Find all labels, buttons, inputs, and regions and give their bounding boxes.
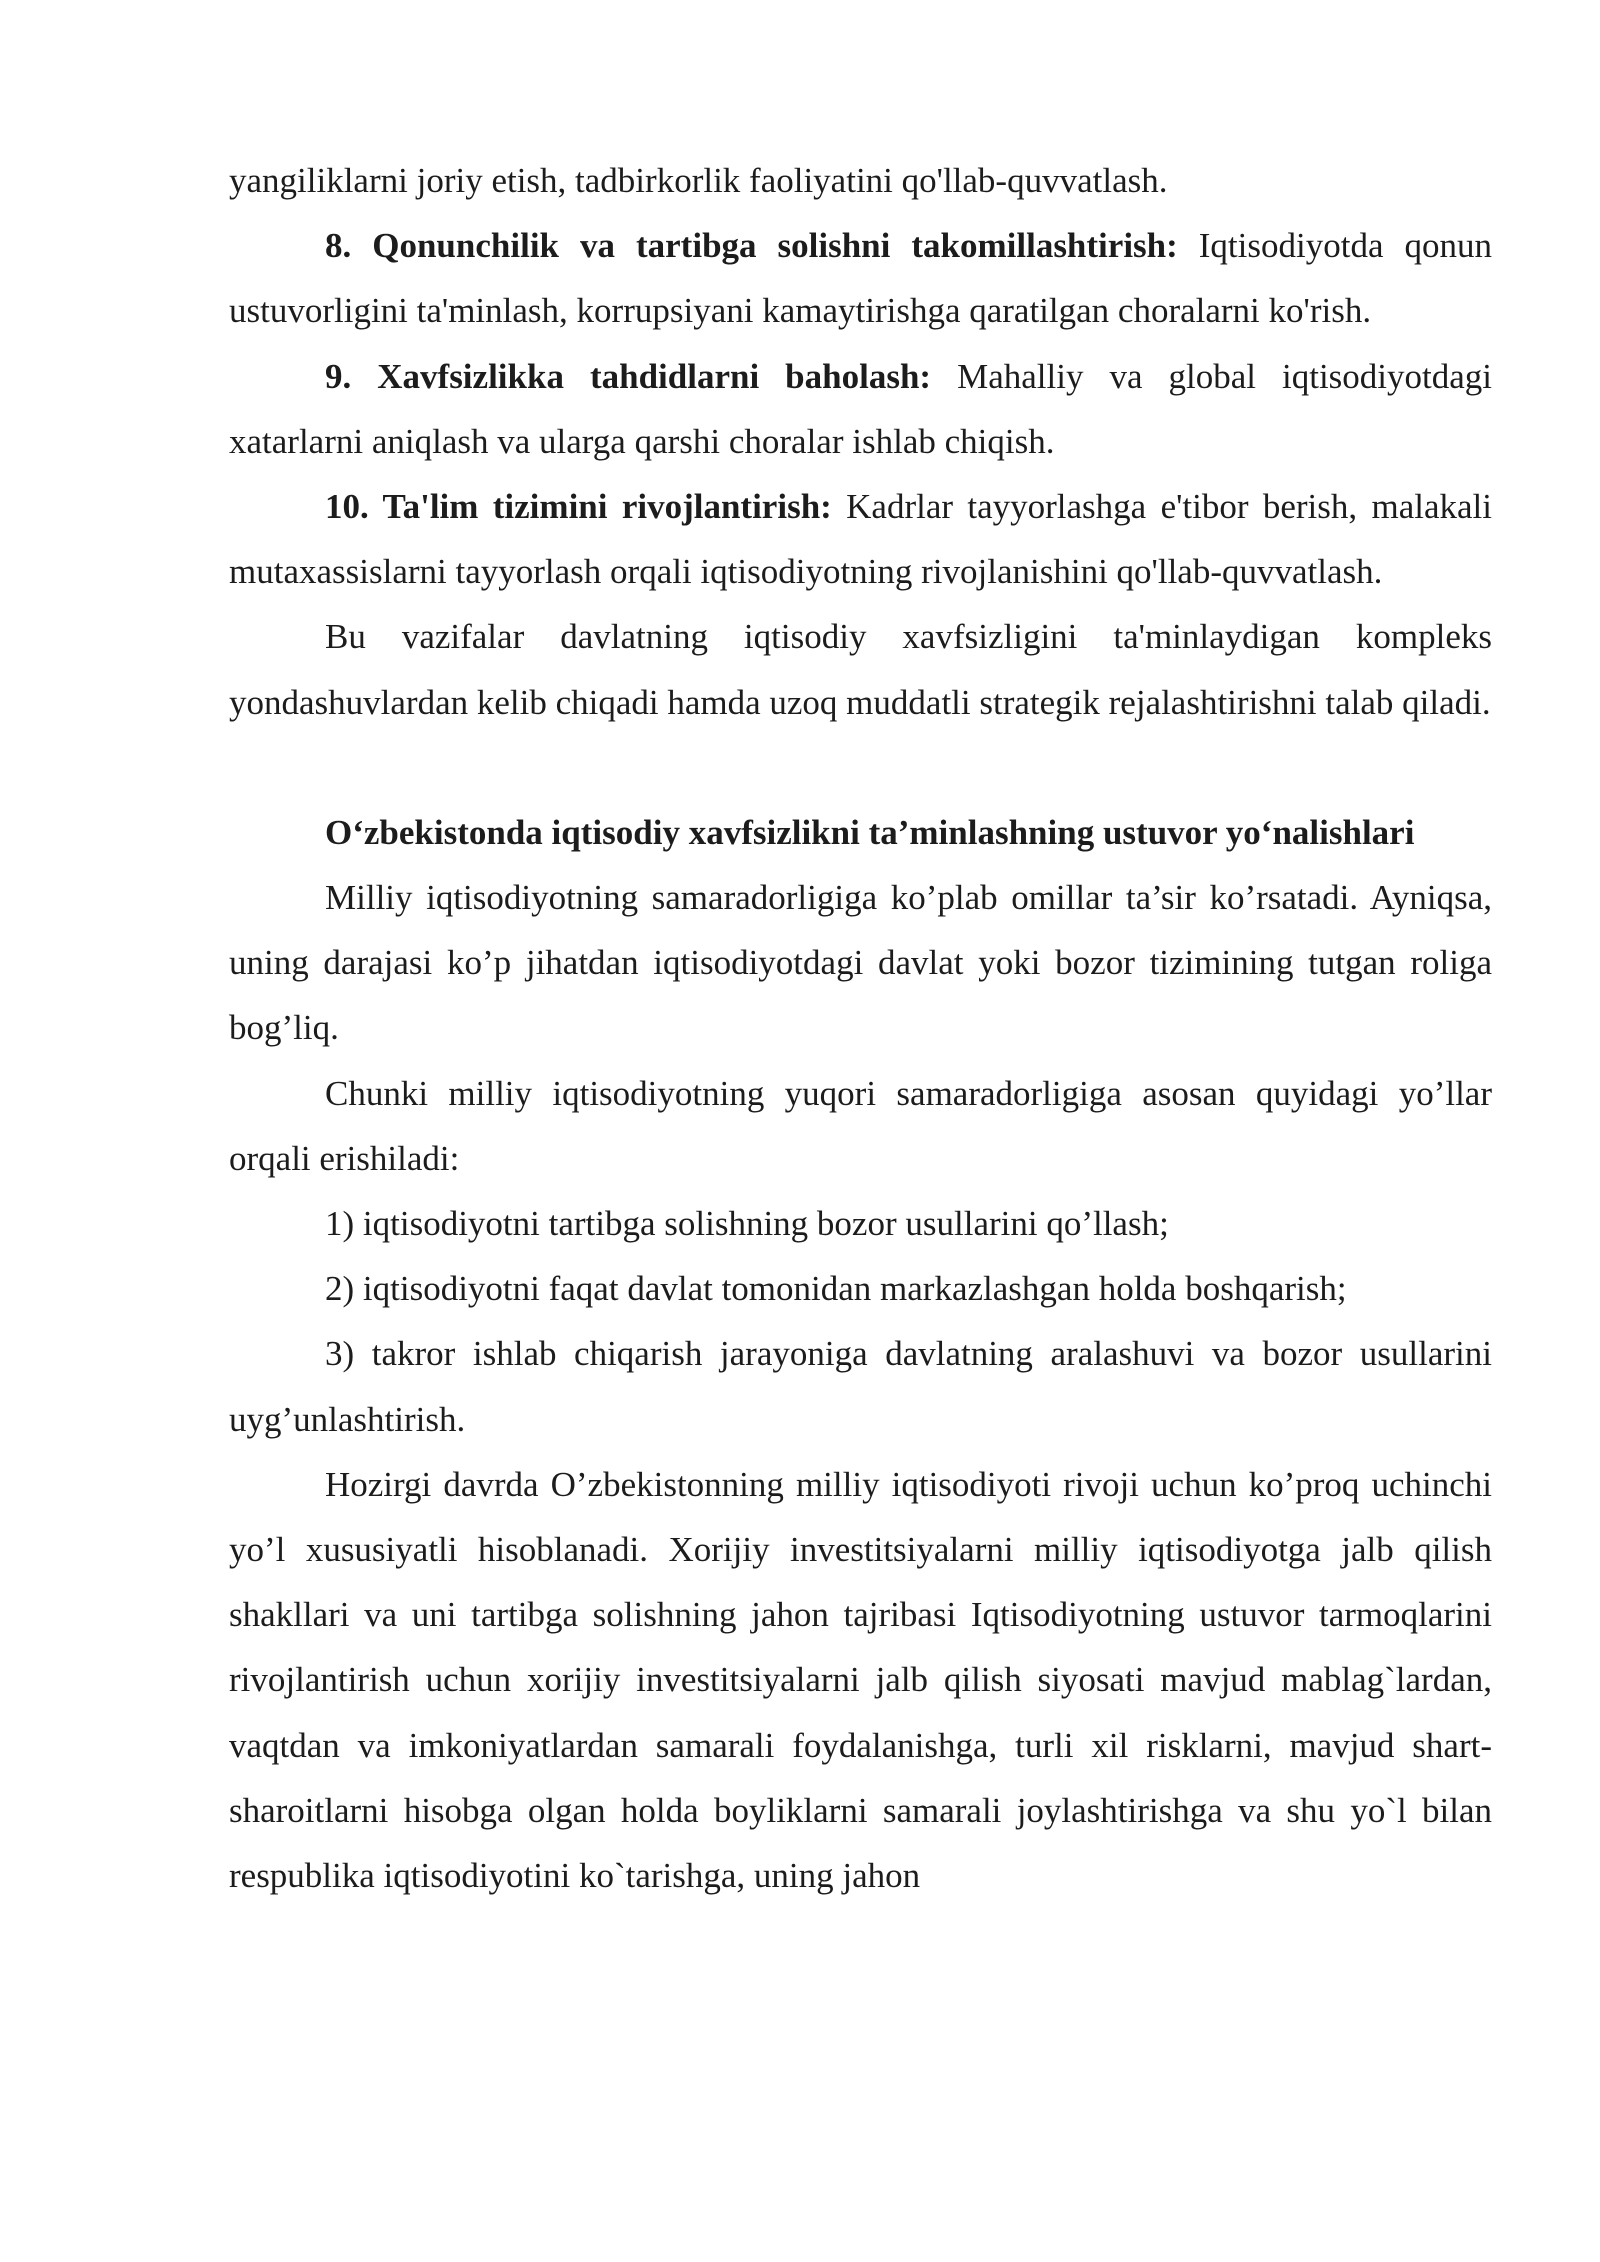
- list-item-8-title: 8. Qonunchilik va tartibga solishni takomillashtirish:: [325, 226, 1178, 266]
- conclusion-paragraph: Bu vazifalar davlatning iqtisodiy xavfsizligini ta'minlaydigan kompleks yondashuvlardan kelib chiqadi hamda uzoq muddatli strategik rejalashtirishni talab qiladi.: [229, 617, 1492, 722]
- section-list-item-1: 1) iqtisodiyotni tartibga solishning bozor usullarini qo’llash;: [325, 1204, 1169, 1244]
- document-page: [229, 148, 1492, 1908]
- paragraph-continuation: yangiliklarni joriy etish, tadbirkorlik faoliyatini qo'llab-quvvatlash.: [229, 161, 1168, 200]
- list-item-8-text: Iqtisodiyotda qonun ustuvorligini ta'minlash, korrupsiyani kamaytirishga qaratilgan choralarni ko'rish.: [229, 226, 1492, 331]
- list-item-9-title: 9. Xavfsizlikka tahdidlarni baholash:: [325, 356, 932, 396]
- section-list-item-2: 2) iqtisodiyotni faqat davlat tomonidan markazlashgan holda boshqarish;: [325, 1269, 1347, 1309]
- list-item-10-title: 10. Ta'lim tizimini rivojlantirish:: [325, 487, 832, 527]
- section-paragraph-3: Hozirgi davrda O’zbekistonning milliy iqtisodiyoti rivoji uchun ko’proq uchinchi yo’l xususiyatli hisoblanadi. Xorijiy investitsiyalarni milliy iqtisodiyotga jalb qilish shakllari va uni tartibga solishning jahon tajribasi Iqtisodiyotning ustuvor tarmoqlarini rivojlantirish uchun xorijiy investitsiyalarni jalb qilish siyosati mavjud mablag`lardan, vaqtdan va imkoniyatlardan samarali foydalanishga, turli xil risklarni, mavjud shart-sharoitlarni hisobga olgan holda boyliklarni samarali joylashtirishga va shu yo`l bilan respublika iqtisodiyotini ko`tarishga, uning jahon: [229, 1464, 1492, 1896]
- list-item-8: [229, 213, 1492, 343]
- list-item-9-text: Mahalliy va global iqtisodiyotdagi xatarlarni aniqlash va ularga qarshi choralar ishlab chiqish.: [229, 356, 1493, 461]
- list-item-9: [229, 344, 1492, 474]
- list-item-10: [229, 474, 1492, 604]
- section-list-item-3: 3) takror ishlab chiqarish jarayoniga davlatning aralashuvi va bozor usullarini uyg’unlashtirish.: [229, 1334, 1492, 1439]
- section-paragraph-1: Milliy iqtisodiyotning samaradorligiga ko’plab omillar ta’sir ko’rsatadi. Ayniqsa, uning darajasi ko’p jihatdan iqtisodiyotdagi davlat yoki bozor tizimining tutgan roliga bog’liq.: [229, 878, 1492, 1048]
- section-heading: O‘zbekistonda iqtisodiy xavfsizlikni ta’minlashning ustuvor yo‘nalishlari: [325, 812, 1415, 852]
- section-paragraph-2: Chunki milliy iqtisodiyotning yuqori samaradorligiga asosan quyidagi yo’llar orqali erishiladi:: [229, 1073, 1492, 1178]
- section: [229, 800, 1492, 1908]
- list-item-10-text: Kadrlar tayyorlashga e'tibor berish, malakali mutaxassislarni tayyorlash orqali iqtisodiyotning rivojlanishini qo'llab-quvvatlash.: [229, 487, 1492, 592]
